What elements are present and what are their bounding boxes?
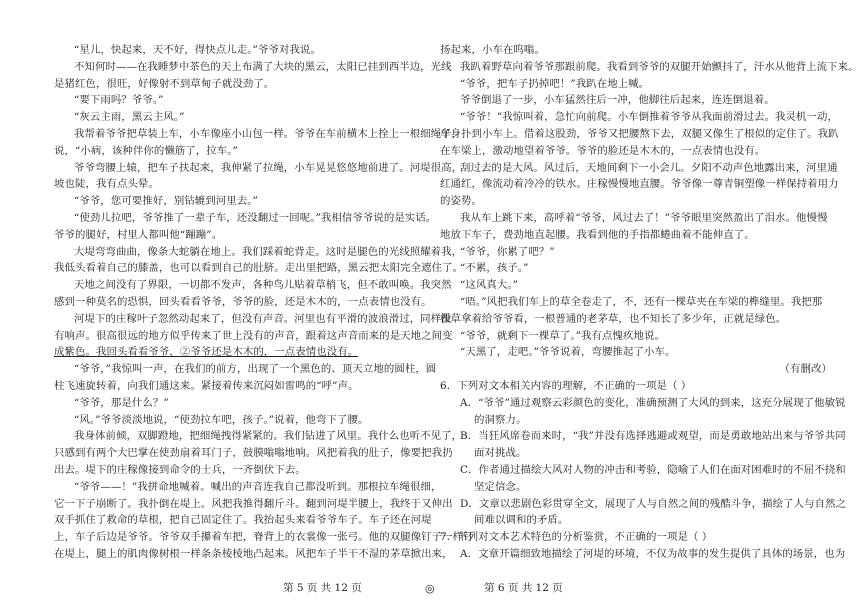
text-line: C．作者通过描绘大风对人物的冲击和考验，隐喻了人们在面对困难时的不屈不挠和 bbox=[460, 463, 846, 476]
text-line: “不累，孩子。” bbox=[460, 262, 529, 275]
text-line: 爷爷的腿好，村里人都叫他“蹦蹦”。 bbox=[54, 228, 223, 241]
text-line: 的洞察力。 bbox=[474, 413, 527, 426]
text-line: 说，“小病，该种伴你的懒筋了，拉车。” bbox=[54, 144, 238, 157]
text-line: 刮过去的是大风。风过后，天地间剩下一小会儿。夕阳不动声色地露出来，河里通 bbox=[460, 161, 838, 174]
text-line: B．当狂风席卷而来时，“我”并没有选择逃避或观望，而是勇敢地站出来与爷爷共同 bbox=[460, 430, 846, 443]
text-line: 双手抓住了救命的草根，把自己固定住了。我抬起头来看爷爷车子。车子还在河堤 bbox=[54, 514, 432, 527]
text-line: “唔。”风把我们车上的草全卷走了，不，还有一棵草夹在车梁的榫缝里。我把那 bbox=[460, 295, 823, 308]
text-line: 我身体前倾，双脚蹬地，把细绳拽得紧紧的。我们钻进了风里。我什么也听不见了， bbox=[74, 430, 463, 443]
text-line: “爷爷，把车子扔掉吧！”我趴在地上喊。 bbox=[460, 77, 650, 90]
text-line: 爷爷倒退了一步，小车猛然往后一冲，他脚往后起来，连连倒退着。 bbox=[460, 94, 775, 107]
text-line: 它一下子崩断了。我扑倒在堤上。风把我推得翻斤斗。翻到河堤半腰上，我终于又伸出 bbox=[54, 497, 453, 510]
text-line: 坡也陡，我有点头晕。 bbox=[54, 178, 159, 191]
text-line: 坚定信念。 bbox=[474, 480, 527, 493]
text-line: “爷爷，”我惊叫一声，在我们的前方，出现了一个黑色的、顶天立地的圆柱，圆 bbox=[74, 363, 437, 376]
text-line: “灰云主雨，黑云主风。” bbox=[74, 111, 185, 124]
text-line: 间难以调和的矛盾。 bbox=[474, 514, 569, 527]
text-line: 只感到有两个大巴掌在使劲扇着耳门子，鼓膜嗡嗡地响。风把着我的肚子，像要把我扔 bbox=[54, 447, 453, 460]
left-page-footer: 第 5 页 共 12 页 bbox=[283, 582, 362, 594]
text-line: 红通红，像流动着冷冷的铁水。庄稼慢慢地直腰。爷爷像一尊青铜塑像一样保持着用力 bbox=[440, 178, 839, 191]
text-line: 牟身扑到小车上。借着这股劲，爷爷又把腰熬下去，双腿又像生了根似的定住了。我趴 bbox=[440, 127, 839, 140]
text-line: 河堤下的庄稼叶子忽然动起来了，但没有声音。河里也有平滑的波浪滑过，同样没 bbox=[74, 312, 452, 325]
text-line: 柱飞速旋转着，向我们通这来。紧接着传来沉闷如雷鸣的“呼”声。 bbox=[54, 379, 359, 392]
text-line: 天地之间没有了界限，一切都不发声，各种鸟儿贴着草梢飞，但不敢叫唤。我突然 bbox=[74, 279, 452, 292]
text-line: “这风真大。” bbox=[460, 279, 519, 292]
text-line: 地放下车子，费劲地直起腰。我看到他的手指都蜷曲着不能伸直了。 bbox=[440, 228, 755, 241]
text-line: 面对挑战。 bbox=[474, 447, 527, 460]
text-line: A．“爷爷”通过观察云彩颜色的变化，准确预测了大风的到来，这充分展现了他敏锐 bbox=[460, 396, 846, 409]
text-line: 7．下列对文本艺术特色的分析鉴赏，不正确的一项是（ ） bbox=[440, 531, 713, 544]
text-line: 我帮着爷爷把草装上车，小车像座小山包一样。爷爷在车前横木上拴上一根细绳子， bbox=[74, 127, 463, 140]
text-line: “爷爷——！”我拼命地喊着。喊出的声音连我自己都没听到。那根拉车绳很细， bbox=[74, 480, 442, 493]
text-line: 棵草拿着给爷爷看，一根普通的老茅草，也不知长了多少年，正就是绿色。 bbox=[440, 312, 787, 325]
text-line: 是猪红色，很旺，好像射不到草甸子就没劲了。 bbox=[54, 77, 275, 90]
text-line: 的姿势。 bbox=[440, 195, 482, 208]
text-line: （有删改） bbox=[779, 363, 832, 376]
text-line: “爷爷，你累了吧？” bbox=[460, 245, 555, 258]
right-page bbox=[430, 0, 860, 607]
text-line: “风。”爷爷淡淡地说，“使劲拉车吧，孩子。”说着，他弯下了腰。 bbox=[74, 413, 369, 426]
text-line: 我趴着野草向着爷爷那跟前爬。我看到爷爷的双腿开始颤抖了，汗水从他背上流下来。 bbox=[460, 60, 859, 73]
text-line: “天黑了，走吧。”爷爷说着，弯腰推起了小车。 bbox=[460, 346, 676, 359]
text-line: 我从车上跳下来，高呼着“爷爷，风过去了！”爷爷眼里突然盈出了泪水。他慢慢 bbox=[460, 211, 828, 224]
right-page-footer: 第 6 页 共 12 页 bbox=[484, 582, 563, 594]
text-line: A．文章开篇细致地描绘了河堤的环境，不仅为故事的发生提供了具体的场景，也为 bbox=[460, 547, 846, 560]
text-line: “要下雨吗？爷爷。” bbox=[74, 94, 164, 107]
text-line: 扬起来，小车在呜嗡。 bbox=[440, 44, 545, 56]
text-line: 爷爷弯腰上辕，把车子扶起来，我伸紧了拉绳，小车晃晃悠悠地前进了。河堤很高， bbox=[74, 161, 463, 174]
text-line: 不知何时——在我睡梦中茶色的天上布满了大块的黑云，太阳已挂到西半边，光线 bbox=[74, 60, 452, 73]
text-line: “爷爷！”我惊叫着，急忙向前爬。小车倒推着爷爷从我面前滑过去。我灵机一动， bbox=[460, 111, 838, 124]
text-line: 有响声。很高很远的地方似乎传来了世上没有的声音，跟着这声音而来的是天地之间变 bbox=[54, 329, 453, 342]
text-line: 出去。堤下的庄稼像接到命令的士兵，一齐倒伏下去。 bbox=[54, 463, 306, 476]
text-line: 我低头看着自己的膝盖，也可以看到自己的肚脐。走出里把路，黑云把太阳完全遮住了。 bbox=[54, 262, 464, 275]
text-line: “爷爷，那是什么？” bbox=[74, 396, 169, 409]
text-line: 在堤上，腿上的肌肉像树根一样条条棱棱地凸起来。风把车子半干不湿的茅草掀出来， bbox=[54, 547, 453, 560]
text-line: 6．下列对文本相关内容的理解，不正确的一项是（ ） bbox=[440, 379, 692, 392]
text-line: 感到一种莫名的恐惧，回头看看爷爷，爷爷的脸，还是木木的，一点表情也没有。 bbox=[54, 295, 432, 308]
text-line: “星儿，快起来，天不好，得快点儿走。”爷爷对我说。 bbox=[74, 44, 321, 56]
text-line: “爷爷，就剩下一棵草了。”我有点愧疚地说。 bbox=[460, 329, 665, 342]
text-line: 大堤弯弯曲曲，像条大蛇躺在地上。我们踩着蛇背走。这时是腿色的光线照耀着我， bbox=[74, 245, 463, 258]
text-line: 在车梁上，激动地望着爷爷。爷爷的脸还是木木的，一点表情也没有。 bbox=[440, 144, 766, 157]
text-line: “使劲儿拉吧，爷爷推了一辈子车，还没翻过一回呢。”我相信爷爷说的是实话。 bbox=[74, 211, 437, 224]
text-line: 成紫色。我回头看看爷爷，②爷爷还是木木的，一点表情也没有。 bbox=[54, 346, 359, 359]
text-line: 上，车子后边是爷爷。爷爷双手攥着车把，脊背上的衣裳像一张弓。他的双腿像钉子一样钉 bbox=[54, 531, 474, 544]
center-mark-icon: ◎ bbox=[425, 582, 435, 595]
text-line: “爷爷，您可要推好，别钻辘到河里去。” bbox=[74, 195, 258, 208]
text-line: D．文章以悲剧色彩贯穿全文，展现了人与自然之间的残酷斗争，描绘了人与自然之 bbox=[460, 497, 847, 510]
